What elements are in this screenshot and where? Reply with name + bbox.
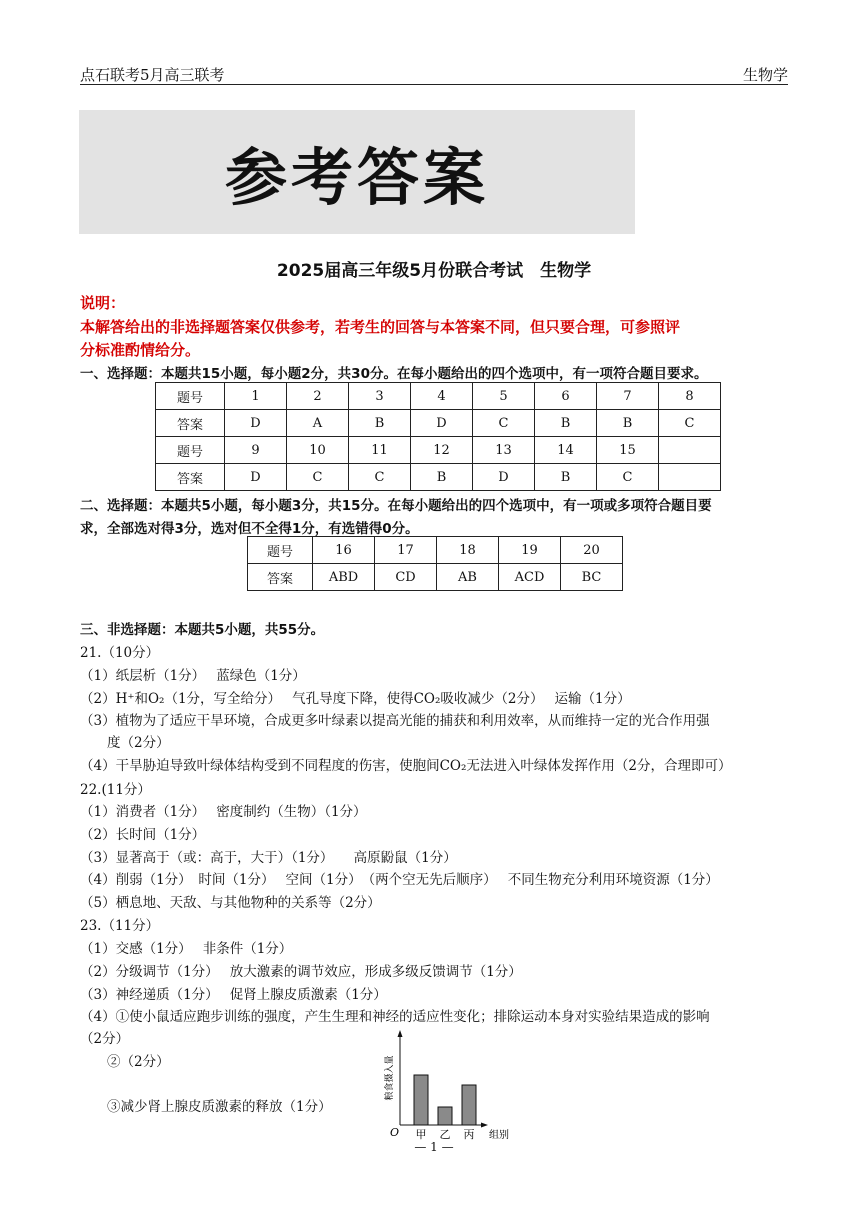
table-cell: C: [349, 464, 411, 491]
table-cell: 8: [659, 383, 721, 410]
answer-line: （1）消费者（1分） 密度制约（生物）（1分）: [80, 804, 367, 820]
category-label: 甲: [415, 1128, 427, 1141]
y-axis-arrow: [398, 1030, 403, 1037]
table-cell: 题号: [248, 537, 313, 564]
table-cell: 1: [225, 383, 287, 410]
page-title: 2025届高三年级5月份联合考试 生物学: [276, 261, 592, 281]
table-cell: 11: [349, 437, 411, 464]
section1-answer-table: [155, 382, 721, 491]
answer-line: （1）纸层析（1分） 蓝绿色（1分）: [80, 668, 306, 684]
answer-line: （4）①使小鼠适应跑步训练的强度，产生生理和神经的适应性变化；排除运动本身对实验结果造成的影响: [80, 1009, 710, 1025]
section2-answer-table: [247, 536, 623, 591]
table-cell: 20: [561, 537, 623, 564]
table-cell: 9: [225, 437, 287, 464]
header-right: 生物学: [742, 66, 788, 84]
section3-heading: 三、非选择题：本题共5小题，共55分。: [80, 622, 325, 638]
note-line-1: 本解答给出的非选择题答案仅供参考，若考生的回答与本答案不同，但只要合理，可参照评: [80, 318, 681, 336]
table-cell: C: [659, 410, 721, 437]
table-cell: C: [287, 464, 349, 491]
table-cell: 题号: [156, 383, 225, 410]
table-cell: D: [225, 464, 287, 491]
table-cell: 4: [411, 383, 473, 410]
table-cell: C: [473, 410, 535, 437]
table-cell: A: [287, 410, 349, 437]
banner-title: 参考答案: [224, 140, 489, 214]
answer-line: （2）分级调节（1分） 放大激素的调节效应，形成多级反馈调节（1分）: [80, 964, 522, 980]
table-cell: 7: [597, 383, 659, 410]
table-cell: B: [535, 464, 597, 491]
table-cell: BC: [561, 564, 623, 591]
section1-heading: 一、选择题：本题共15小题，每小题2分，共30分。在每小题给出的四个选项中，有一项符合题目要求。: [80, 366, 708, 382]
table-cell: B: [411, 464, 473, 491]
answer-line: 22.(11分）: [80, 782, 151, 798]
page-number: — 1 —: [414, 1140, 454, 1154]
table-cell: D: [411, 410, 473, 437]
note-line-2: 分标准酌情给分。: [80, 341, 201, 359]
answer-line: （1）交感（1分） 非条件（1分）: [80, 941, 293, 957]
answer-line: ③减少肾上腺皮质激素的释放（1分）: [80, 1099, 332, 1115]
category-label: 乙: [439, 1128, 451, 1141]
answer-line: （5）栖息地、天敌、与其他物种的关系等（2分）: [80, 895, 381, 911]
section2-heading-2: 求，全部选对得3分，选对但不全得1分，有选错得0分。: [80, 521, 419, 537]
table-cell: 答案: [248, 564, 313, 591]
answer-line: （4）削弱（1分） 时间（1分） 空间（1分） （两个空无先后顺序） 不同生物充分利用环境资源（1分）: [80, 872, 719, 888]
table-cell: ABD: [313, 564, 375, 591]
table-cell: 15: [597, 437, 659, 464]
category-label: 丙: [463, 1128, 475, 1141]
answer-line: （3）植物为了适应干旱环境，合成更多叶绿素以提高光能的捕获和利用效率，从而维持一定的光合作用强: [80, 713, 710, 729]
table-row: [156, 410, 721, 437]
table-row: [156, 464, 721, 491]
table-cell: [659, 437, 721, 464]
table-cell: 16: [313, 537, 375, 564]
answer-line: 度（2分）: [80, 735, 170, 751]
answer-line: （4）干旱胁迫导致叶绿体结构受到不同程度的伤害，使胞间CO₂无法进入叶绿体发挥作用（2分，合理即可）: [80, 758, 732, 774]
food-intake-bar-chart: [378, 1030, 518, 1145]
table-cell: 5: [473, 383, 535, 410]
table-cell: 答案: [156, 464, 225, 491]
table-row: [248, 564, 623, 591]
note-label: 说明：: [80, 294, 126, 312]
table-cell: 10: [287, 437, 349, 464]
origin-label: O: [390, 1126, 400, 1139]
table-cell: 3: [349, 383, 411, 410]
table-cell: 17: [375, 537, 437, 564]
table-cell: B: [597, 410, 659, 437]
table-cell: 12: [411, 437, 473, 464]
answer-line: （2分）: [80, 1031, 130, 1047]
table-row: [248, 537, 623, 564]
table-cell: 题号: [156, 437, 225, 464]
bar-1: [438, 1107, 452, 1125]
answer-line: （3）显著高于（或：高于，大于）（1分） 高原鼢鼠（1分）: [80, 850, 457, 866]
answer-line: （2）长时间（1分）: [80, 827, 206, 843]
y-axis-label: 粮食摄入量: [385, 1055, 395, 1101]
table-cell: B: [349, 410, 411, 437]
answer-line: 21.（10分）: [80, 645, 160, 661]
table-cell: D: [225, 410, 287, 437]
table-cell: C: [597, 464, 659, 491]
answer-line: 23.（11分）: [80, 918, 160, 934]
bar-0: [414, 1075, 428, 1125]
header-left: 点石联考5月高三联考: [80, 66, 225, 84]
table-row: [156, 437, 721, 464]
answer-line: ②（2分）: [80, 1054, 170, 1070]
table-row: [156, 383, 721, 410]
answer-line: （3）神经递质（1分） 促肾上腺皮质激素（1分）: [80, 987, 387, 1003]
table-cell: 答案: [156, 410, 225, 437]
table-cell: D: [473, 464, 535, 491]
table-cell: 19: [499, 537, 561, 564]
table-cell: [659, 464, 721, 491]
x-axis-arrow: [481, 1123, 488, 1128]
table-cell: AB: [437, 564, 499, 591]
header-divider: [80, 84, 788, 85]
answer-line: （2）H⁺和O₂（1分，写全给分） 气孔导度下降，使得CO₂吸收减少（2分） 运输（1分）: [80, 691, 631, 707]
table-cell: 6: [535, 383, 597, 410]
answer-banner: [79, 110, 635, 234]
x-axis-label: 组别: [489, 1130, 509, 1141]
table-cell: B: [535, 410, 597, 437]
table-cell: ACD: [499, 564, 561, 591]
table-cell: 18: [437, 537, 499, 564]
table-cell: CD: [375, 564, 437, 591]
bar-2: [462, 1085, 476, 1125]
table-cell: 2: [287, 383, 349, 410]
table-cell: 13: [473, 437, 535, 464]
section2-heading-1: 二、选择题：本题共5小题，每小题3分，共15分。在每小题给出的四个选项中，有一项或多项符合题目要: [80, 498, 712, 514]
table-cell: 14: [535, 437, 597, 464]
